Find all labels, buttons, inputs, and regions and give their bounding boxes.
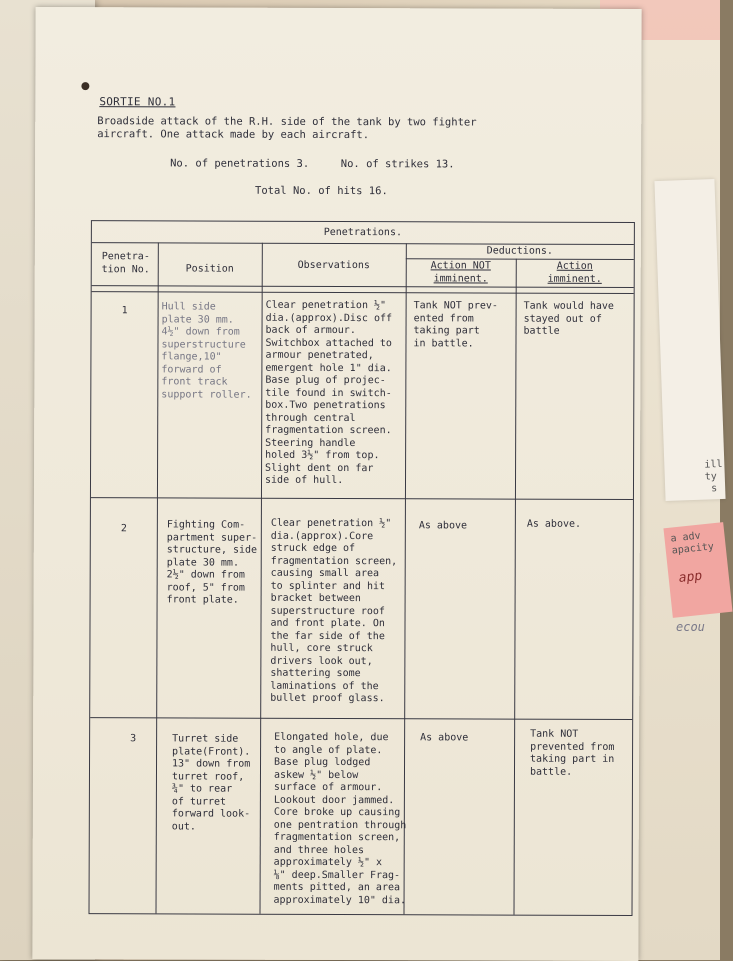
penetration-strike-counts: No. of penetrations 3. No. of strikes 13.: [170, 157, 455, 171]
row-1-action-not-imminent: Tank NOT prev- ented from taking part in battle.: [413, 300, 498, 349]
table-line: [92, 291, 634, 294]
slip-text-2: ty: [704, 471, 718, 483]
row-2-action-not-imminent: As above: [418, 520, 468, 532]
row-3-action-not-imminent: As above: [420, 732, 469, 744]
row-2-observations: Clear penetration ½" dia.(approx).Core struck edge of fragmentation screen, causing small area to splinter and hit bracket between superstructure roof and front plate. On the far side of the hull, core struck drivers look out, shattering some laminations of the bullet proof glass.: [270, 517, 398, 705]
row-2-number: 2: [120, 523, 127, 535]
row-2-position: Fighting Com- partment super- structure, side plate 30 mm. 2½" down from roof, 5" from front plate.: [166, 519, 258, 606]
card-text-2: apacity: [671, 541, 715, 557]
table-line: [156, 242, 160, 913]
table-title: Penetrations.: [323, 226, 403, 239]
row-3-observations: Elongated hole, due to angle of plate. Base plug lodged askew ½" below surface of armour. Lookout door jammed. Core broke up causing one pentration through fragmentation screen, and three holes approximately ½" x ⅛" deep.Smaller Frag- ments pitted, an area approximately 10" dia.: [273, 731, 407, 906]
table-line: [90, 717, 632, 720]
slip-text-1: ill: [704, 458, 723, 471]
sortie-heading: SORTIE NO.1: [99, 95, 176, 109]
header-action-not-imminent: Action NOT imminent.: [430, 260, 491, 285]
header-position: Position: [185, 263, 234, 275]
row-3-action-imminent: Tank NOT prevented from taking part in battle.: [529, 728, 615, 778]
row-3-number: 3: [130, 733, 137, 745]
pink-card: [663, 522, 732, 618]
row-1-action-imminent: Tank would have stayed out of battle: [523, 300, 614, 337]
penetrations-table: [88, 220, 634, 916]
row-1-number: 1: [121, 305, 128, 317]
row-1-position: Hull side plate 30 mm. 4½" down from superstructure flange,10" forward of front track support roller.: [161, 301, 252, 401]
card-handwriting: app: [678, 568, 703, 587]
table-line: [513, 259, 516, 915]
slip-text-3: s: [711, 483, 718, 495]
header-observations: Observations: [297, 259, 370, 272]
white-slip: [654, 179, 725, 501]
card-text-1: a adv: [670, 530, 702, 545]
row-2-action-imminent: As above.: [526, 518, 582, 530]
document-content: [32, 7, 641, 961]
margin-handwriting: ecou: [676, 620, 705, 634]
row-1-observations: Clear penetration ½" dia.(approx).Disc off back of armour. Switchbox attached to armour penetrated, emergent hole 1" dia. Base plug of projec- tile found in switch- box.Two penetrations through central fragmentation screen. Steering handle holed 3½" from top. Slight dent on far side of hull.: [264, 299, 393, 487]
deductions-header: Deductions.: [486, 245, 553, 257]
table-line: [91, 497, 633, 500]
total-hits: Total No. of hits 16.: [255, 184, 388, 198]
table-line: [92, 242, 634, 245]
document-page: [32, 7, 641, 961]
header-action-imminent: Action imminent.: [547, 260, 602, 285]
header-penetration-no: Penetra- tion No.: [101, 251, 150, 275]
row-3-position: Turret side plate(Front). 13" down from turret roof, ¾" to rear of turret forward look- out.: [171, 733, 251, 833]
intro-text: Broadside attack of the R.H. side of the tank by two fighter aircraft. One attack made by each aircraft.: [97, 115, 477, 142]
